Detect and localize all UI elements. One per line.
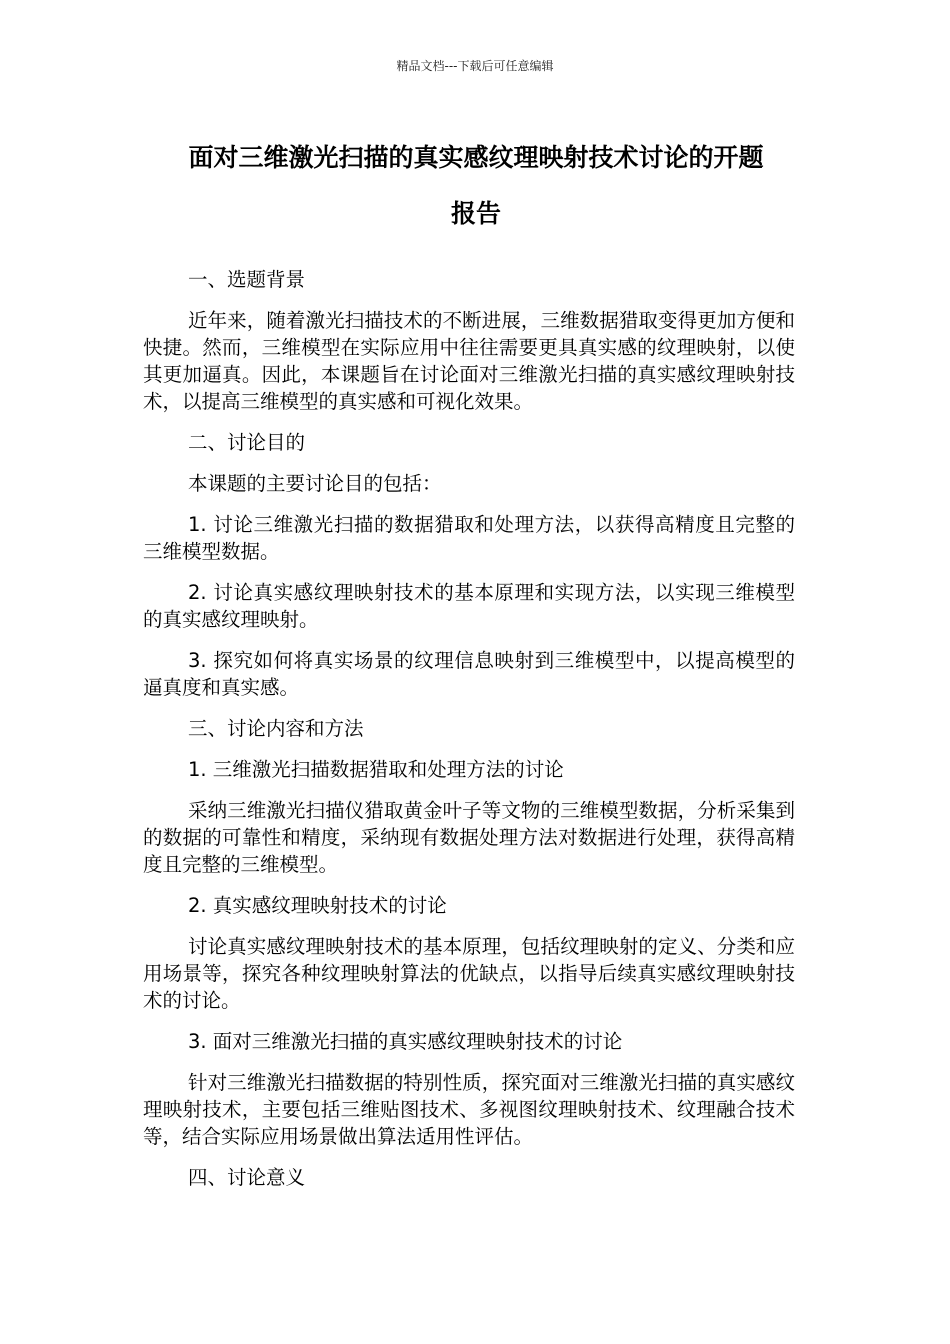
- document-body: [143, 266, 795, 1205]
- section-heading-significance: 四、讨论意义: [188, 1166, 306, 1189]
- section-heading-purpose: 二、讨论目的: [188, 431, 306, 454]
- purpose-item-2: 2. 讨论真实感纹理映射技术的基本原理和实现方法，以实现三维模型的真实感纹理映射。: [143, 581, 795, 631]
- section-heading-content-methods: 三、讨论内容和方法: [188, 717, 364, 740]
- title-line-2: 报告: [450, 199, 501, 228]
- subheading-3: 3. 面对三维激光扫描的真实感纹理映射技术的讨论: [188, 1030, 623, 1053]
- header-note: 精品文档---下载后可任意编辑: [396, 59, 554, 73]
- purpose-item-3: 3. 探究如何将真实场景的纹理信息映射到三维模型中，以提高模型的逼真度和真实感。: [143, 649, 795, 699]
- paragraph-subheading-3: 针对三维激光扫描数据的特别性质，探究面对三维激光扫描的真实感纹理映射技术，主要包括三维贴图技术、多视图纹理映射技术、纹理融合技术等，结合实际应用场景做出算法适用性评估。: [143, 1071, 795, 1148]
- paragraph-subheading-1: 采纳三维激光扫描仪猎取黄金叶子等文物的三维模型数据，分析采集到的数据的可靠性和精度，采纳现有数据处理方法对数据进行处理，获得高精度且完整的三维模型。: [143, 799, 795, 876]
- subheading-2: 2. 真实感纹理映射技术的讨论: [188, 894, 447, 917]
- title-line-1: 面对三维激光扫描的真实感纹理映射技术讨论的开题: [188, 143, 764, 172]
- paragraph-subheading-2: 讨论真实感纹理映射技术的基本原理，包括纹理映射的定义、分类和应用场景等，探究各种纹理映射算法的优缺点，以指导后续真实感纹理映射技术的讨论。: [143, 935, 795, 1012]
- paragraph-purpose-intro: 本课题的主要讨论目的包括：: [188, 472, 442, 495]
- subheading-1: 1. 三维激光扫描数据猎取和处理方法的讨论: [188, 758, 564, 781]
- paragraph-background: 近年来，随着激光扫描技术的不断进展，三维数据猎取变得更加方便和快捷。然而，三维模型在实际应用中往往需要更具真实感的纹理映射，以使其更加逼真。因此，本课题旨在讨论面对三维激光扫描的真实感纹理映射技术，以提高三维模型的真实感和可视化效果。: [143, 309, 795, 413]
- section-heading-background: 一、选题背景: [188, 268, 306, 291]
- purpose-item-1: 1. 讨论三维激光扫描的数据猎取和处理方法，以获得高精度且完整的三维模型数据。: [143, 513, 795, 563]
- document-title: [140, 130, 812, 242]
